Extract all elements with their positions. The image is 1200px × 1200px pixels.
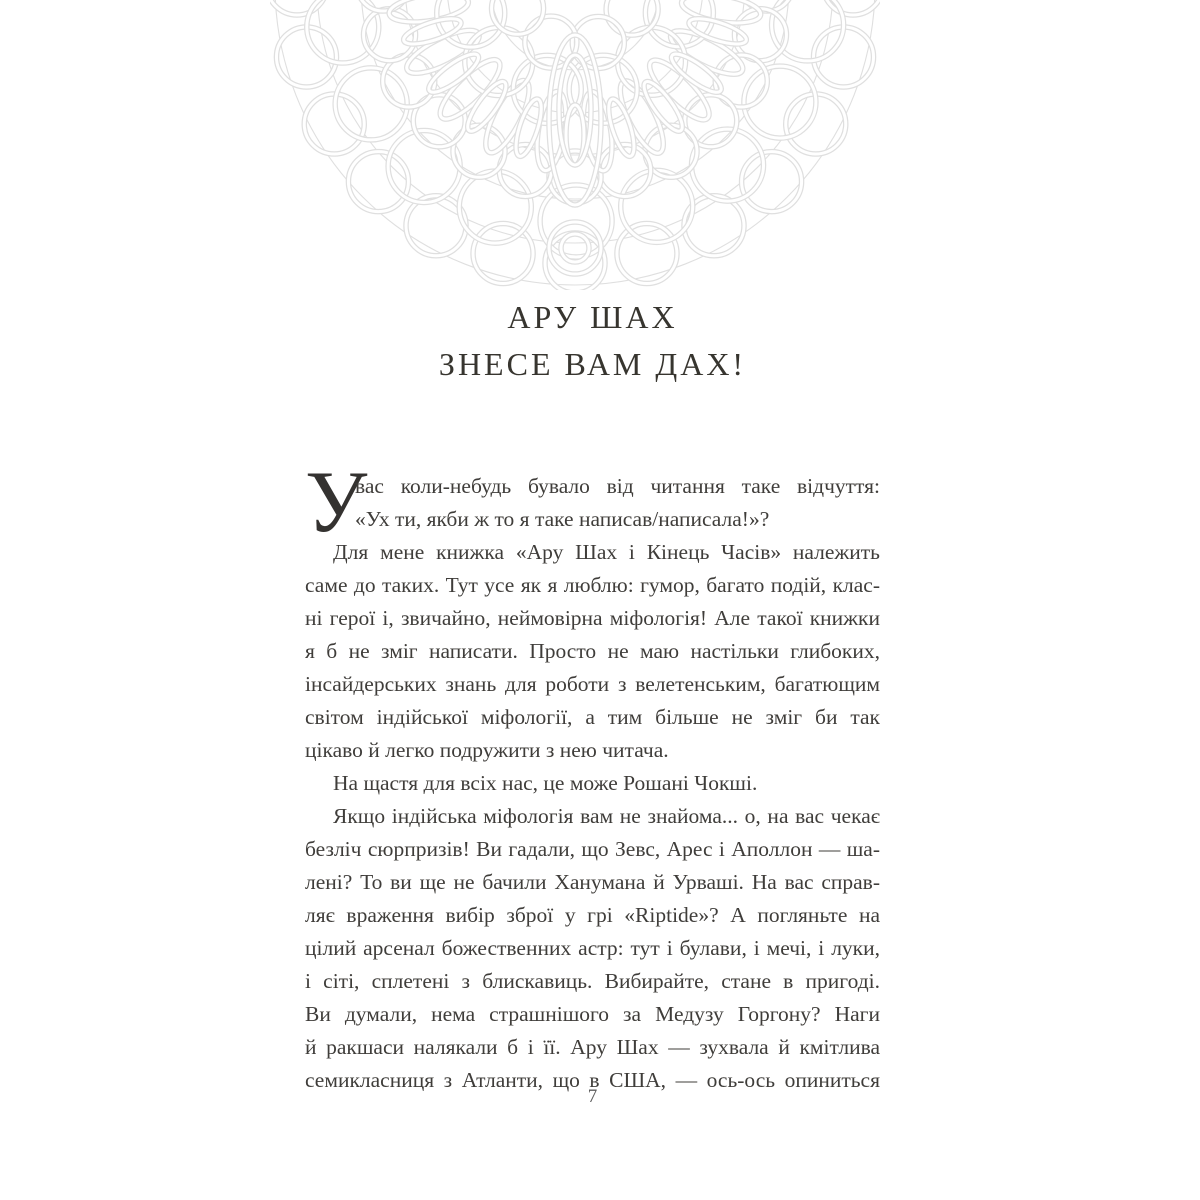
knotwork-ornament [270, 0, 880, 290]
text-line: світом індійської міфології, а тим більше не зміг би так [305, 705, 880, 729]
text-line: семикласниця з Атланти, що в США, — ось-ось опиниться [305, 1068, 880, 1092]
text-line: інсайдерських знань для роботи з велетенським, багатющим [305, 672, 880, 696]
page-number: 7 [587, 1086, 598, 1107]
text-line: цілий арсенал божественних астр: тут і булави, і мечі, і луки, [305, 936, 880, 960]
knotwork-medallion-icon [270, 0, 880, 290]
text-line: безліч сюрпризів! Ви гадали, що Зевс, Арес і Аполлон — ша- [305, 837, 880, 861]
chapter-title [305, 294, 880, 388]
paragraph [305, 800, 880, 1097]
text-line: лені? То ви ще не бачили Ханумана й Урваші. На вас справ- [305, 870, 880, 894]
text-line: і сіті, сплетені з блискавиць. Вибирайте, стане в пригоді. [305, 969, 880, 993]
paragraph [305, 536, 880, 767]
paragraph [305, 454, 880, 551]
page-footer [305, 1086, 880, 1108]
chapter-title-line1: АРУ ШАХ [507, 299, 678, 335]
body-paragraphs [305, 454, 880, 1097]
text-line: й ракшаси налякали б і її. Ару Шах — зухвала й кмітлива [305, 1035, 880, 1059]
drop-cap: У [305, 454, 368, 551]
text-line: цікаво й легко подружити з нею читача. [305, 738, 669, 762]
text-line: На щастя для всіх нас, це може Рошані Чокші. [333, 771, 758, 795]
text-line: ляє враження вибір зброї у грі «Riptide»? А погляньте на [305, 903, 880, 927]
text-line: вас коли-небудь бувало від читання таке відчуття: [355, 474, 880, 498]
text-line: саме до таких. Тут усе як я люблю: гумор, багато подій, клас- [305, 573, 880, 597]
chapter-title-line2: ЗНЕСЕ ВАМ ДАХ! [438, 346, 747, 382]
text-line: Ви думали, нема страшнішого за Медузу Горгону? Наги [305, 1002, 880, 1026]
text-line: я б не зміг написати. Просто не маю настільки глибоких, [305, 639, 880, 663]
text-line: Для мене книжка «Ару Шах і Кінець Часів» належить [333, 540, 880, 564]
text-line: «Ух ти, якби ж то я таке написав/написала!»? [355, 507, 770, 531]
text-line: ні герої і, звичайно, неймовірна міфологія! Але такої книжки [305, 606, 880, 630]
text-line: Якщо індійська міфологія вам не знайома... о, на вас чекає [333, 804, 880, 828]
paragraph [305, 767, 880, 800]
